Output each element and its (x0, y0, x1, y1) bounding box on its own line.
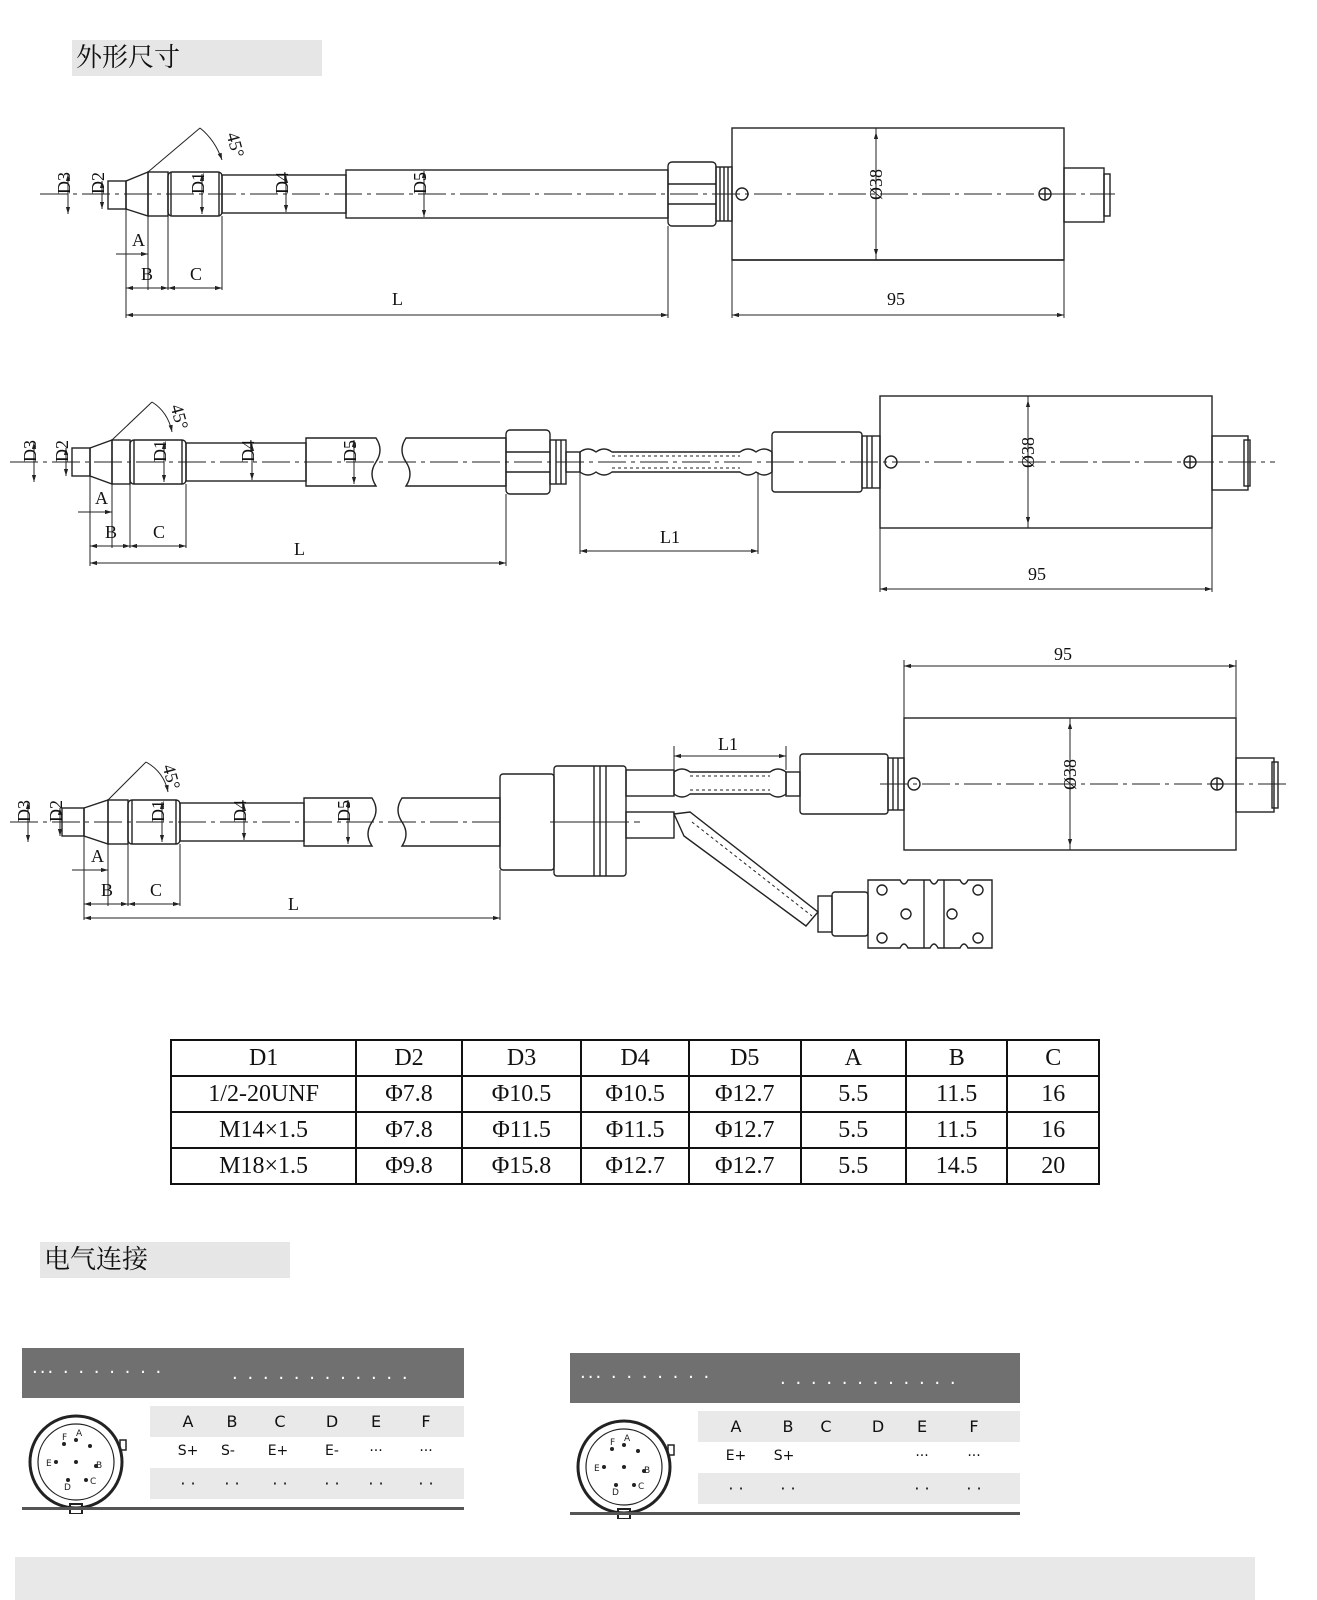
panel-baseline (22, 1507, 464, 1510)
a-label: A (132, 230, 145, 250)
signal-cell: ··· (967, 1448, 981, 1464)
table-header: D3 (462, 1040, 582, 1076)
note-cell: · · (180, 1474, 196, 1493)
angle-label: 45° (222, 130, 249, 160)
note-cell: · · (368, 1474, 384, 1493)
pin-row-letters (698, 1411, 1020, 1442)
pin-cell: A (730, 1417, 742, 1436)
pin-label: E (46, 1459, 52, 1469)
a-label-3: A (91, 846, 104, 866)
c-label: C (190, 264, 203, 284)
footer-band (15, 1557, 1255, 1600)
signal-cell: E- (325, 1443, 339, 1459)
signal-cell: E+ (267, 1443, 289, 1459)
pin-table (150, 1406, 464, 1499)
cable-length-label-3: L1 (718, 734, 738, 754)
pin-cell: A (182, 1412, 194, 1431)
table-cell: Φ12.7 (689, 1112, 801, 1148)
d1-label-2: D1 (150, 440, 170, 462)
body-diameter-label-3: Ø38 (1060, 759, 1080, 790)
header-left-text: ··· · · · · · · · (32, 1362, 164, 1383)
note-cell: · · (780, 1479, 796, 1498)
wiring-header (570, 1353, 1020, 1403)
pin-label: B (644, 1466, 651, 1476)
table-cell: Φ10.5 (581, 1076, 689, 1112)
table-cell: Φ9.8 (356, 1148, 462, 1184)
pin-label: F (62, 1433, 68, 1443)
pin-label: A (624, 1434, 631, 1444)
note-cell: · · (728, 1479, 744, 1498)
header-left-text: ··· · · · · · · · (580, 1367, 712, 1388)
table-cell: Φ12.7 (581, 1148, 689, 1184)
drawing-variant-1 (40, 128, 1115, 318)
table-header: D5 (689, 1040, 801, 1076)
dimensions-section-title: 外形尺寸 (72, 40, 322, 76)
pin-label: A (76, 1429, 83, 1439)
note-cell: · · (914, 1479, 930, 1498)
table-header-row (171, 1040, 1099, 1076)
wiring-header (22, 1348, 464, 1398)
c-label-3: C (150, 880, 163, 900)
signal-cell: ··· (369, 1443, 383, 1459)
cable-length-label-2: L1 (660, 527, 680, 547)
d4-label-2: D4 (238, 440, 258, 462)
table-cell: Φ11.5 (462, 1112, 582, 1148)
pin-label: E (594, 1464, 600, 1474)
table-cell: 5.5 (801, 1148, 906, 1184)
b-label-3: B (101, 880, 114, 900)
pin-label: F (610, 1438, 616, 1448)
d4-label-3: D4 (230, 800, 250, 822)
length-label-3: L (288, 894, 299, 914)
pin-table (698, 1411, 1020, 1504)
header-right-text: · · · · · · · · · · · · (780, 1373, 958, 1394)
pin-label: B (96, 1461, 103, 1471)
signal-cell: ··· (419, 1443, 433, 1459)
connector-pinout-icon (24, 1410, 128, 1514)
signal-cell: S- (221, 1443, 235, 1459)
d5-label: D5 (410, 172, 430, 194)
pin-cell: B (226, 1412, 238, 1431)
length-label-2: L (294, 539, 305, 559)
drawing-variant-3 (10, 644, 1290, 948)
d2-label-2: D2 (52, 440, 72, 462)
note-cell: · · (966, 1479, 982, 1498)
table-header: D2 (356, 1040, 462, 1076)
panel-baseline (570, 1512, 1020, 1515)
b-label: B (141, 264, 154, 284)
pin-row-letters (150, 1406, 464, 1437)
pin-row-notes (150, 1468, 464, 1499)
table-cell: Φ12.7 (689, 1076, 801, 1112)
table-cell: 20 (1007, 1148, 1099, 1184)
table-cell: M18×1.5 (171, 1148, 356, 1184)
wiring-panel-2 (570, 1353, 1020, 1521)
signal-cell: ··· (915, 1448, 929, 1464)
length-label: L (392, 289, 403, 309)
angle-label-2: 45° (166, 402, 193, 432)
body-diameter-label-2: Ø38 (1018, 437, 1038, 468)
table-cell: Φ12.7 (689, 1148, 801, 1184)
pin-row-notes (698, 1473, 1020, 1504)
note-cell: · · (324, 1474, 340, 1493)
drawing-variant-2 (10, 396, 1275, 592)
signal-cell: S+ (177, 1443, 199, 1459)
d3-label-3: D3 (14, 800, 34, 822)
note-cell: · · (418, 1474, 434, 1493)
d4-label: D4 (272, 172, 292, 194)
pin-cell: B (782, 1417, 794, 1436)
pin-row-signals (150, 1437, 464, 1468)
pin-cell: C (274, 1412, 286, 1431)
table-header: A (801, 1040, 906, 1076)
signal-cell: E+ (725, 1448, 747, 1464)
pin-cell: E (916, 1417, 928, 1436)
table-row (171, 1112, 1099, 1148)
body-length-label-3: 95 (1054, 644, 1072, 664)
pin-cell: F (969, 1417, 979, 1436)
pin-cell: F (421, 1412, 431, 1431)
table-header: D4 (581, 1040, 689, 1076)
body-diameter-label: Ø38 (866, 169, 886, 200)
header-right-text: · · · · · · · · · · · · (232, 1368, 410, 1389)
table-cell: M14×1.5 (171, 1112, 356, 1148)
d3-label: D3 (54, 172, 74, 194)
b-label-2: B (105, 522, 118, 542)
table-cell: 14.5 (906, 1148, 1008, 1184)
table-cell: Φ11.5 (581, 1112, 689, 1148)
table-header: C (1007, 1040, 1099, 1076)
pin-label: D (612, 1488, 619, 1498)
note-cell: · · (224, 1474, 240, 1493)
table-cell: 11.5 (906, 1112, 1008, 1148)
angle-label-3: 45° (158, 762, 185, 792)
pin-cell: D (325, 1412, 339, 1431)
d1-label: D1 (188, 172, 208, 194)
d3-label-2: D3 (20, 440, 40, 462)
dimension-spec-table (170, 1039, 1100, 1185)
pin-row-signals (698, 1442, 1020, 1473)
table-cell: 5.5 (801, 1076, 906, 1112)
table-cell: Φ7.8 (356, 1112, 462, 1148)
c-label-2: C (153, 522, 166, 542)
d1-label-3: D1 (148, 800, 168, 822)
table-header: B (906, 1040, 1008, 1076)
wiring-panel-1 (22, 1348, 464, 1516)
table-header: D1 (171, 1040, 356, 1076)
table-cell: 16 (1007, 1112, 1099, 1148)
pin-cell: D (871, 1417, 885, 1436)
pin-label: C (90, 1477, 97, 1487)
body-length-label: 95 (887, 289, 905, 309)
body-length-label-2: 95 (1028, 564, 1046, 584)
table-row (171, 1076, 1099, 1112)
pin-cell: E (370, 1412, 382, 1431)
pin-cell: C (820, 1417, 832, 1436)
table-cell: Φ7.8 (356, 1076, 462, 1112)
table-cell: Φ10.5 (462, 1076, 582, 1112)
table-cell: 16 (1007, 1076, 1099, 1112)
table-row (171, 1148, 1099, 1184)
connector-pinout-icon (572, 1415, 676, 1519)
pin-label: D (64, 1483, 71, 1493)
note-cell: · · (272, 1474, 288, 1493)
table-cell: 11.5 (906, 1076, 1008, 1112)
d2-label: D2 (88, 172, 108, 194)
pin-label: C (638, 1482, 645, 1492)
a-label-2: A (95, 488, 108, 508)
electrical-section-title: 电气连接 (40, 1242, 290, 1278)
d2-label-3: D2 (46, 800, 66, 822)
table-cell: 5.5 (801, 1112, 906, 1148)
signal-cell: S+ (773, 1448, 795, 1464)
table-cell: 1/2-20UNF (171, 1076, 356, 1112)
table-cell: Φ15.8 (462, 1148, 582, 1184)
d5-label-2: D5 (340, 440, 360, 462)
d5-label-3: D5 (334, 800, 354, 822)
